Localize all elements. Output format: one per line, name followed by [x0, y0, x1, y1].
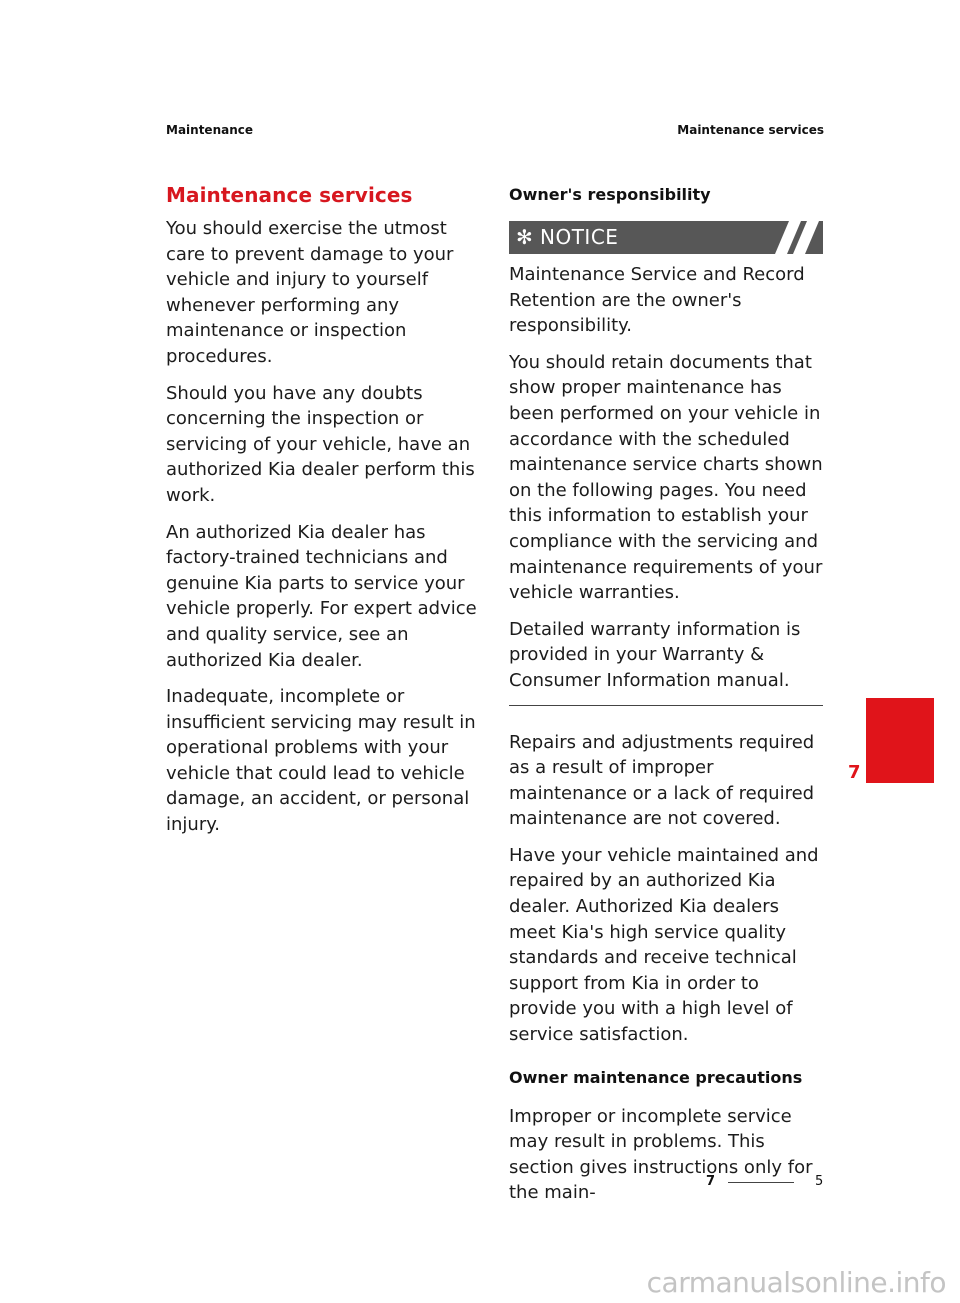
running-header-chapter: Maintenance [166, 123, 254, 137]
left-column [166, 183, 478, 849]
notice-paragraph: Maintenance Service and Record Retention are the owner's responsibility. [509, 264, 805, 337]
subsection-title: Owner maintenance precautions [509, 1067, 803, 1087]
paragraph: You should exercise the utmost care to prevent damage to your vehicle and injury to yourself whenever performing any maintenance or inspection procedures. [166, 218, 454, 367]
notice-paragraph: You should retain documents that show proper maintenance has been performed on your vehicle in accordance with the scheduled maintenance service charts shown on the following pages. You need this information to establish your compliance with the servicing and maintenance requirements of your vehicle warranties. [509, 351, 823, 604]
paragraph: Have your vehicle maintained and repaired by an authorized Kia dealer. Authorized Kia dealers meet Kia's high service quality standards and receive technical support from Kia in order to provide you with a high level of service satisfaction. [509, 844, 819, 1046]
paragraph: Should you have any doubts concerning the inspection or servicing of your vehicle, have an authorized Kia dealer perform this work. [166, 382, 475, 506]
paragraph: Repairs and adjustments required as a result of improper maintenance or a lack of required maintenance are not covered. [509, 731, 815, 830]
paragraph: An authorized Kia dealer has factory-trained technicians and genuine Kia parts to service your vehicle properly. For expert advice and quality service, see an authorized Kia dealer. [166, 521, 477, 671]
right-column [509, 183, 823, 1217]
footer-divider [728, 1182, 794, 1183]
notice-slash-icon [763, 221, 823, 254]
watermark: carmanualsonline.info [646, 1266, 946, 1299]
notice-star-icon: ✻ [516, 225, 533, 249]
chapter-side-tab [866, 698, 934, 783]
notice-label: NOTICE [540, 225, 619, 249]
footer-chapter-number: 7 [706, 1174, 716, 1189]
paragraph: Inadequate, incomplete or insufficient servicing may result in operational problems with your vehicle that could lead to vehicle damage, an accident, or personal injury. [166, 686, 476, 836]
section-title: Maintenance services [166, 183, 413, 207]
notice-banner [509, 221, 823, 254]
footer-page-number: 5 [815, 1174, 824, 1189]
chapter-side-tab-number: 7 [848, 762, 861, 783]
running-header-section: Maintenance services [677, 123, 824, 137]
notice-paragraph: Detailed warranty information is provided in your Warranty & Consumer Information manual. [509, 618, 801, 691]
subsection-title: Owner's responsibility [509, 185, 711, 204]
notice-end-divider [509, 705, 823, 706]
paragraph: Improper or incomplete service may result in problems. This section gives instructions only for the main- [509, 1105, 813, 1204]
